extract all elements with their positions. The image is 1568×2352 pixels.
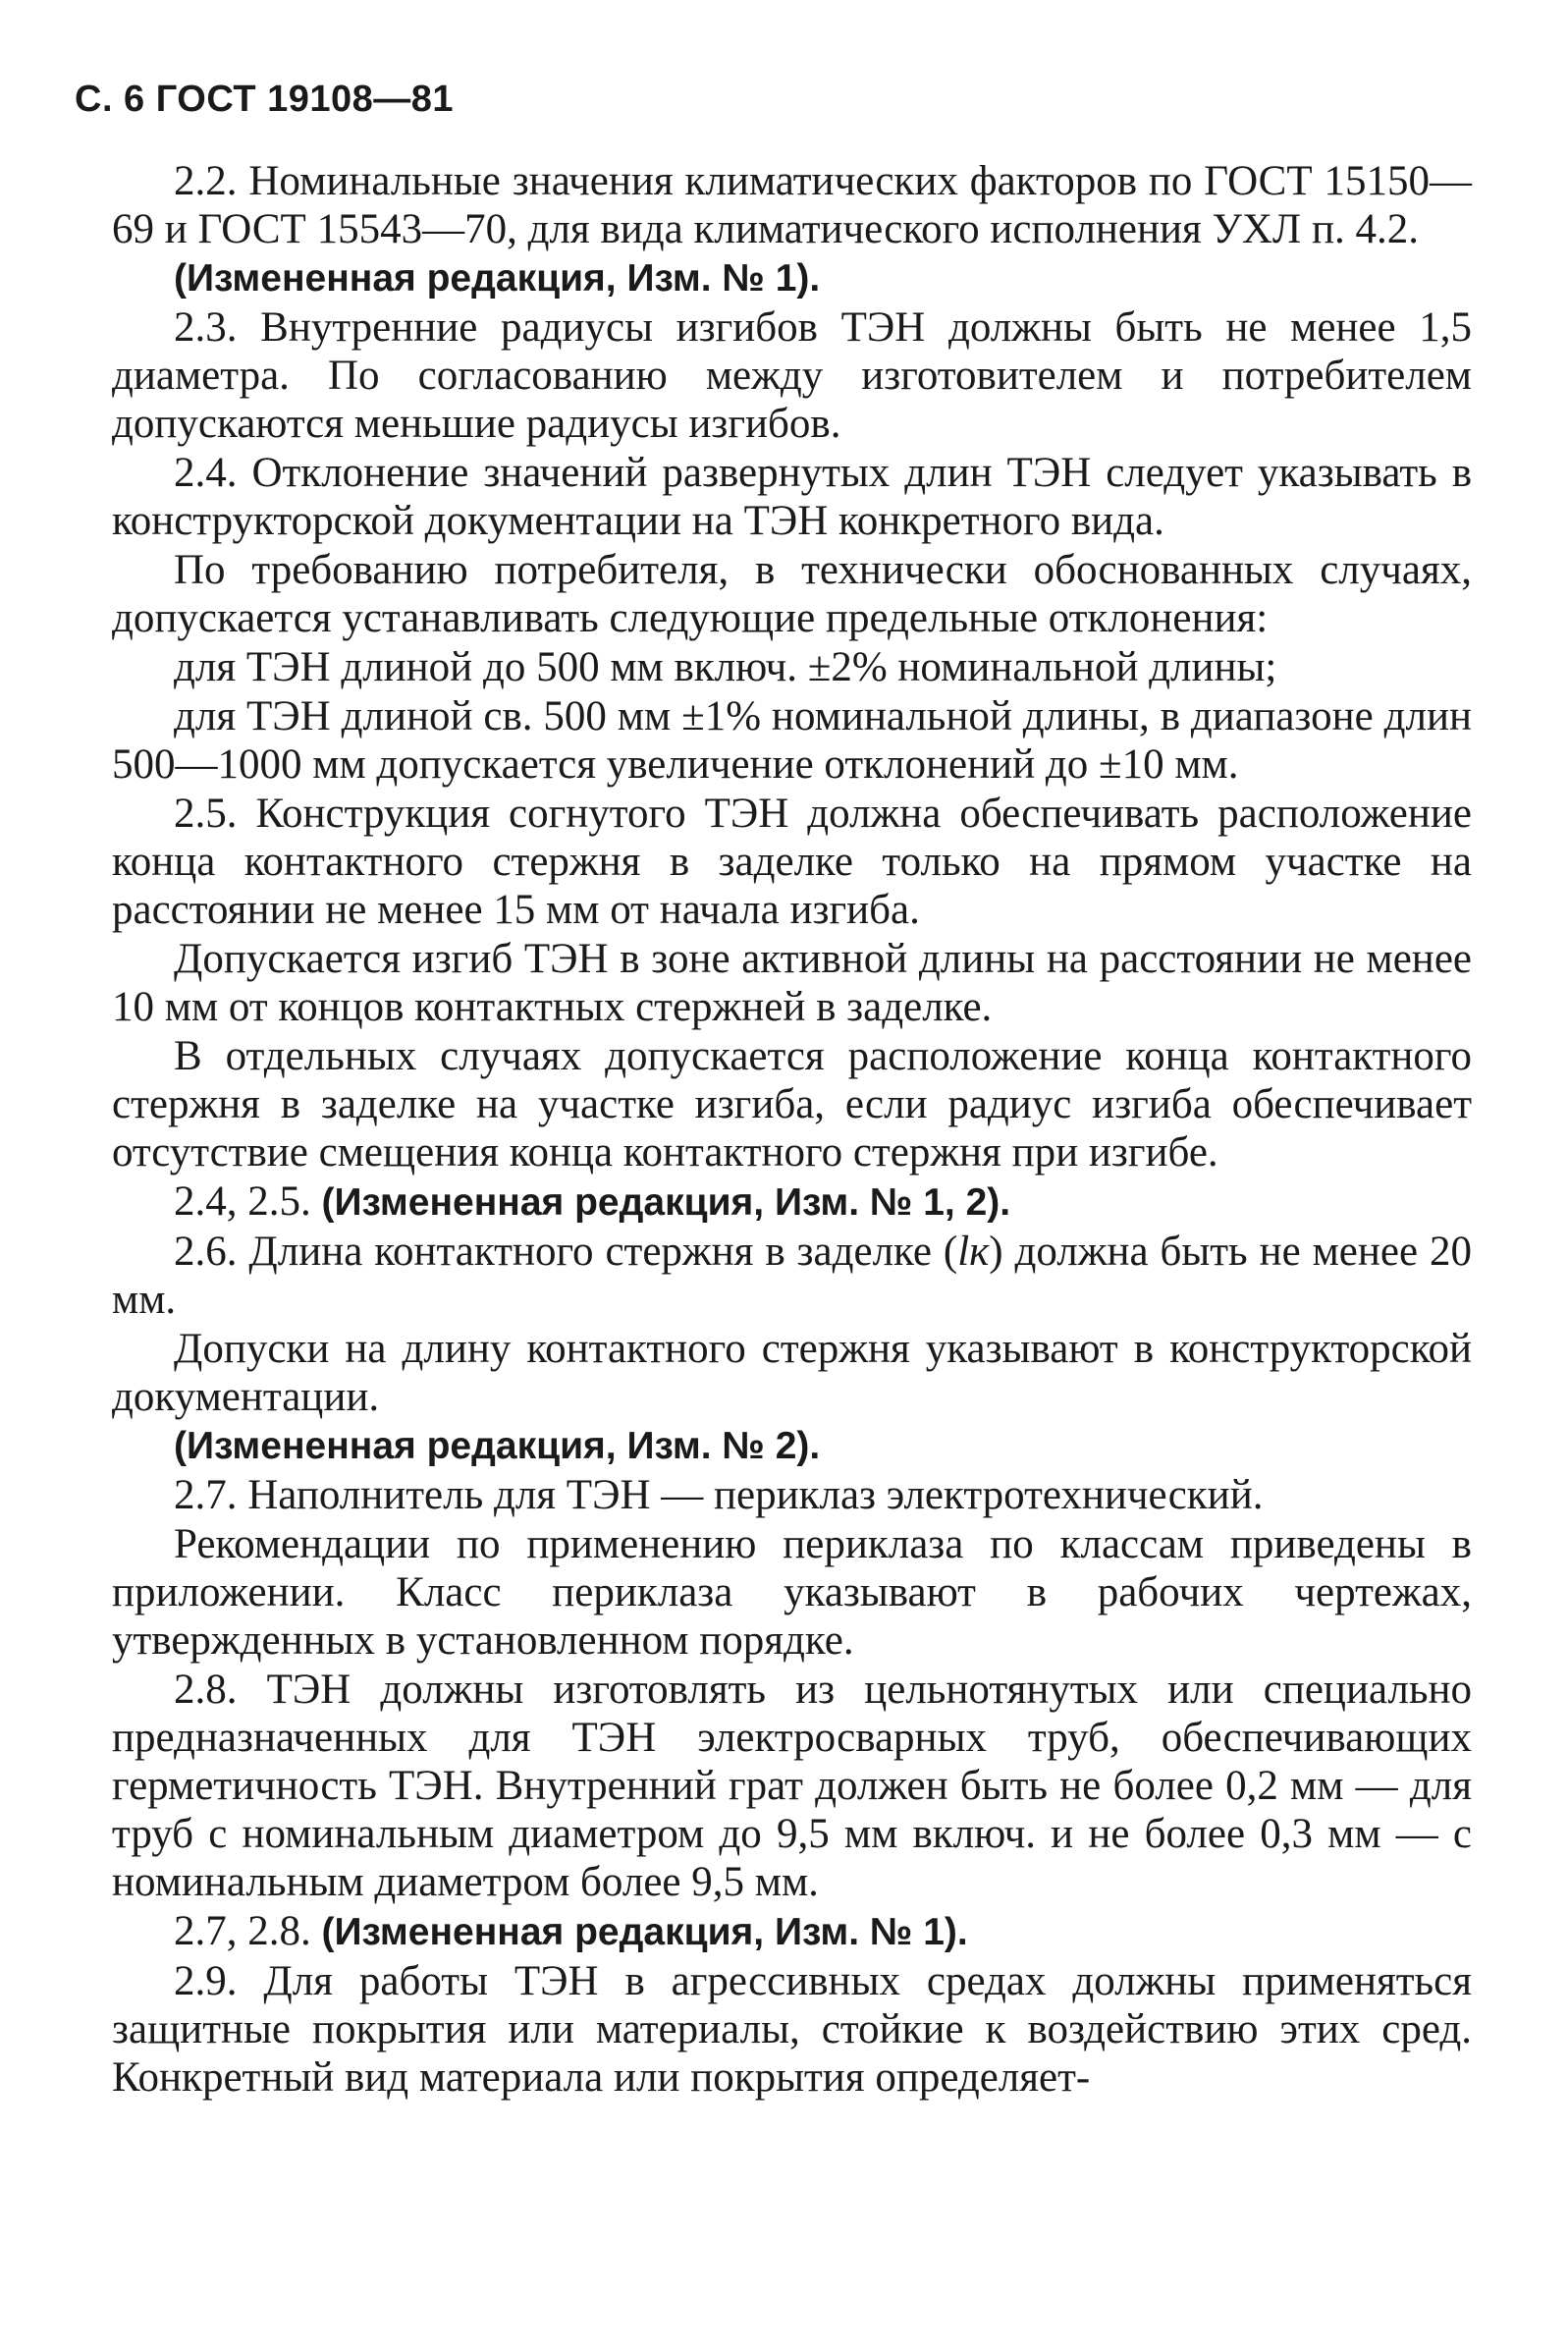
paragraph-2-8: 2.8. ТЭН должны изготовлять из цельнотянутых или специально предназначенных для ТЭН электросварных труб, обеспечивающих герметичность ТЭН. Внутренний грат должен быть не более 0,2 мм — для труб с номинальным диаметром до 9,5 мм включ. и не более 0,3 мм — с номинальным диаметром более 9,5 мм.: [112, 1667, 1472, 1905]
paragraph-rod-tolerance: Допуски на длину контактного стержня указывают в конструкторской документации.: [112, 1326, 1472, 1420]
paragraph-consumer-request: По требованию потребителя, в технически обоснованных случаях, допускается устанавливать следующие предельные отклонения:: [112, 547, 1472, 641]
paragraph-2-3: 2.3. Внутренние радиусы изгибов ТЭН должны быть не менее 1,5 диаметра. По согласованию между изготовителем и потребителем допускаются меньшие радиусы изгибов.: [112, 304, 1472, 447]
paragraph-tolerance-500: для ТЭН длиной до 500 мм включ. ±2% номинальной длины;: [174, 644, 1277, 690]
amendment-note: (Измененная редакция, Изм. № 1, 2).: [321, 1181, 1011, 1224]
paragraph-2-6-start: 2.6. Длина контактного стержня в заделке (: [174, 1229, 958, 1275]
paragraph-2-6: [112, 1228, 1472, 1324]
symbol-lk: lк: [957, 1229, 990, 1275]
amendment-note: (Измененная редакция, Изм. № 1).: [321, 1911, 968, 1953]
paragraph-tolerance-over-500: для ТЭН длиной св. 500 мм ±1% номинальной длины, в диапазоне длин 500—1000 мм допускается увеличение отклонений до ±10 мм.: [112, 693, 1472, 788]
paragraph-2-5: 2.5. Конструкция согнутого ТЭН должна обеспечивать расположение конца контактного стержня в заделке только на прямом участке на расстоянии не менее 15 мм от начала изгиба.: [112, 791, 1472, 933]
paragraph-2-6-end: ) должна быть не менее 20 мм.: [112, 1229, 1472, 1323]
paragraph-2-9: 2.9. Для работы ТЭН в агрессивных средах должны применяться защитные покрытия или материалы, стойкие к воздействию этих сред. Конкретный вид материала или покрытия определяет-: [112, 1958, 1472, 2101]
amendment-line-2-4-2-5: [112, 1177, 1472, 1227]
paragraph-special-cases: В отдельных случаях допускается расположение конца контактного стержня в заделке на участке изгиба, если радиус изгиба обеспечивает отсутствие смещения конца контактного стержня при изгибе.: [112, 1033, 1472, 1176]
page-header: С. 6 ГОСТ 19108—81: [75, 79, 455, 120]
amendment-refs: 2.7, 2.8.: [174, 1908, 311, 1954]
paragraph-periclase-recommendations: Рекомендации по применению периклаза по классам приведены в приложении. Класс периклаза указывают в рабочих чертежах, утвержденных в установленном порядке.: [112, 1521, 1472, 1664]
paragraph-2-4: 2.4. Отклонение значений развернутых длин ТЭН следует указывать в конструкторской документации на ТЭН конкретного вида.: [112, 450, 1472, 544]
paragraph-bend-active-zone: Допускается изгиб ТЭН в зоне активной длины на расстоянии не менее 10 мм от концов контактных стержней в заделке.: [112, 936, 1472, 1030]
body-text: [112, 157, 1472, 2103]
amendment-refs: 2.4, 2.5.: [174, 1178, 311, 1225]
amendment-note: (Измененная редакция, Изм. № 2).: [174, 1425, 821, 1467]
paragraph-2-7: 2.7. Наполнитель для ТЭН — периклаз электротехнический.: [174, 1472, 1264, 1518]
amendment-line-2-7-2-8: [112, 1907, 1472, 1956]
amendment-note: (Измененная редакция, Изм. № 1).: [174, 257, 821, 300]
paragraph-2-2: 2.2. Номинальные значения климатических факторов по ГОСТ 15150—69 и ГОСТ 15543—70, для вида климатического исполнения УХЛ п. 4.2.: [112, 158, 1472, 252]
